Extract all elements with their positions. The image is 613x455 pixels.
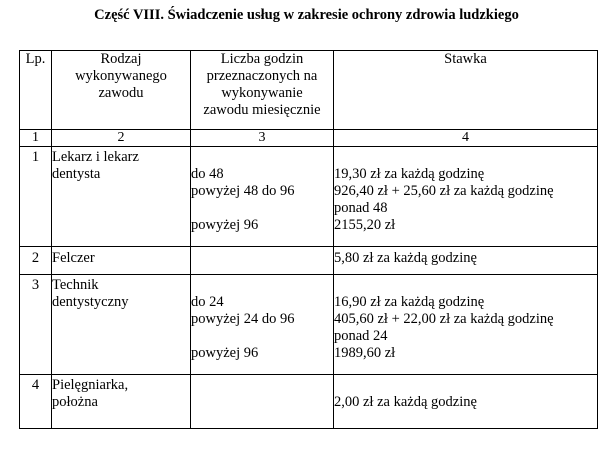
- profession-cell: Lekarz i lekarz dentysta: [52, 147, 191, 247]
- table-row: [20, 375, 598, 429]
- column-number-row: [20, 130, 598, 147]
- column-number: 3: [191, 130, 334, 147]
- hours-cell: [191, 375, 334, 429]
- column-number: 2: [52, 130, 191, 147]
- rates-table: [19, 50, 598, 429]
- page-title: Część VIII. Świadczenie usług w zakresie ochrony zdrowia ludzkiego: [94, 7, 519, 23]
- header-profession: Rodzaj wykonywanego zawodu: [52, 51, 191, 130]
- hours-cell: [191, 247, 334, 275]
- header-row: [20, 51, 598, 130]
- header-lp: Lp.: [20, 51, 52, 130]
- rate-cell: 19,30 zł za każdą godzinę 926,40 zł + 25,60 zł za każdą godzinę ponad 48 2155,20 zł: [334, 147, 598, 247]
- header-hours: Liczba godzin przeznaczonych na wykonywanie zawodu miesięcznie: [191, 51, 334, 130]
- header-rate: Stawka: [334, 51, 598, 130]
- column-number: 1: [20, 130, 52, 147]
- row-number: 1: [20, 147, 52, 247]
- profession-cell: Pielęgniarka, położna: [52, 375, 191, 429]
- rate-cell: 2,00 zł za każdą godzinę: [334, 375, 598, 429]
- column-number: 4: [334, 130, 598, 147]
- profession-cell: Felczer: [52, 247, 191, 275]
- row-number: 4: [20, 375, 52, 429]
- profession-cell: Technik dentystyczny: [52, 275, 191, 375]
- row-number: 3: [20, 275, 52, 375]
- table-row: [20, 247, 598, 275]
- table-row: [20, 147, 598, 247]
- rate-cell: 5,80 zł za każdą godzinę: [334, 247, 598, 275]
- hours-cell: do 24 powyżej 24 do 96 powyżej 96: [191, 275, 334, 375]
- hours-cell: do 48 powyżej 48 do 96 powyżej 96: [191, 147, 334, 247]
- table-row: [20, 275, 598, 375]
- rate-cell: 16,90 zł za każdą godzinę 405,60 zł + 22,00 zł za każdą godzinę ponad 24 1989,60 zł: [334, 275, 598, 375]
- row-number: 2: [20, 247, 52, 275]
